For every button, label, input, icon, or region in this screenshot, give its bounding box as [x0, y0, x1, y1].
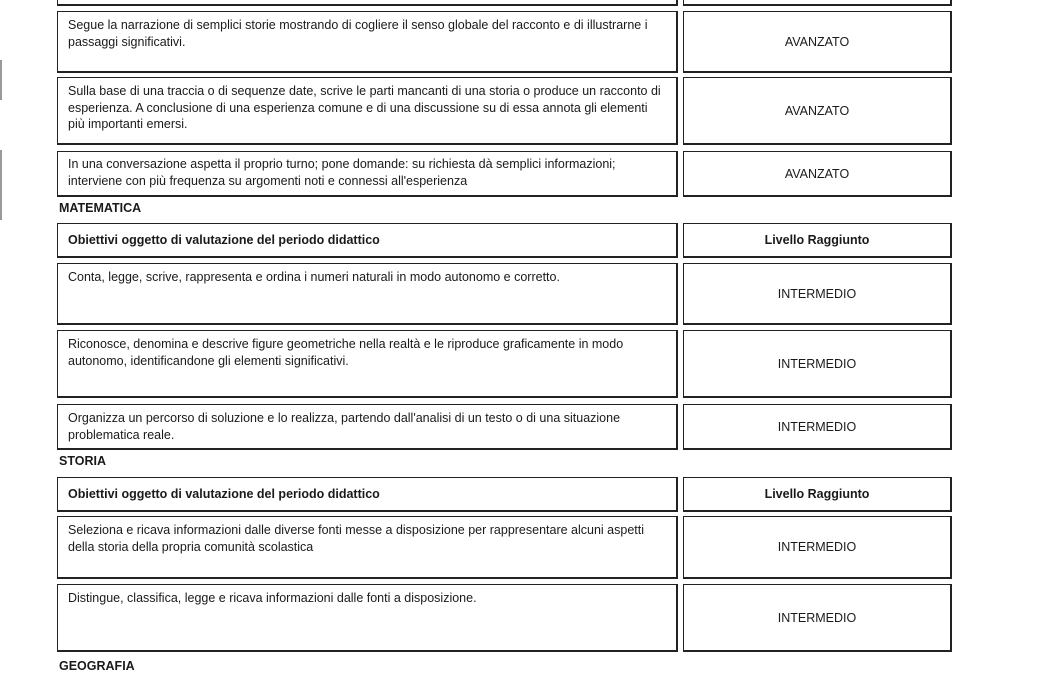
level-cell: AVANZATO: [683, 77, 952, 145]
scan-mark: [0, 150, 2, 220]
section-title-storia: STORIA: [59, 454, 106, 468]
header-objectives: Obiettivi oggetto di valutazione del periodo didattico: [57, 477, 678, 512]
partial-row-left: [57, 0, 678, 6]
level-cell: INTERMEDIO: [683, 404, 952, 450]
level-cell: AVANZATO: [683, 11, 952, 73]
header-level: Livello Raggiunto: [683, 223, 952, 258]
objective-cell: Riconosce, denomina e descrive figure geometriche nella realtà e le riproduce graficamente in modo autonomo, identificandone gli elementi significativi.: [57, 330, 678, 398]
header-level: Livello Raggiunto: [683, 477, 952, 512]
level-cell: INTERMEDIO: [683, 330, 952, 398]
level-cell: INTERMEDIO: [683, 263, 952, 325]
level-cell: AVANZATO: [683, 151, 952, 197]
section-title-matematica: MATEMATICA: [59, 201, 142, 215]
partial-row-right: [683, 0, 952, 6]
scan-mark: [0, 60, 2, 100]
objective-cell: Segue la narrazione di semplici storie mostrando di cogliere il senso globale del racconto e di illustrarne i passaggi significativi.: [57, 11, 678, 73]
section-title-geografia: GEOGRAFIA: [59, 659, 135, 673]
level-cell: INTERMEDIO: [683, 516, 952, 579]
level-cell: INTERMEDIO: [683, 584, 952, 652]
objective-cell: Sulla base di una traccia o di sequenze date, scrive le parti mancanti di una storia o produce un racconto di esperienza. A conclusione di una esperienza comune e di una discussione su di essa annota gli elementi più importanti emersi.: [57, 77, 678, 145]
objective-cell: Seleziona e ricava informazioni dalle diverse fonti messe a disposizione per rappresentare alcuni aspetti della storia della propria comunità scolastica: [57, 516, 678, 579]
objective-cell: Distingue, classifica, legge e ricava informazioni dalle fonti a disposizione.: [57, 584, 678, 652]
objective-cell: Conta, legge, scrive, rappresenta e ordina i numeri naturali in modo autonomo e corretto.: [57, 263, 678, 325]
header-objectives: Obiettivi oggetto di valutazione del periodo didattico: [57, 223, 678, 258]
objective-cell: Organizza un percorso di soluzione e lo realizza, partendo dall'analisi di un testo o di una situazione problematica reale.: [57, 404, 678, 450]
objective-cell: In una conversazione aspetta il proprio turno; pone domande: su richiesta dà semplici informazioni; interviene con più frequenza su argomenti noti e connessi all'esperienza: [57, 151, 678, 197]
